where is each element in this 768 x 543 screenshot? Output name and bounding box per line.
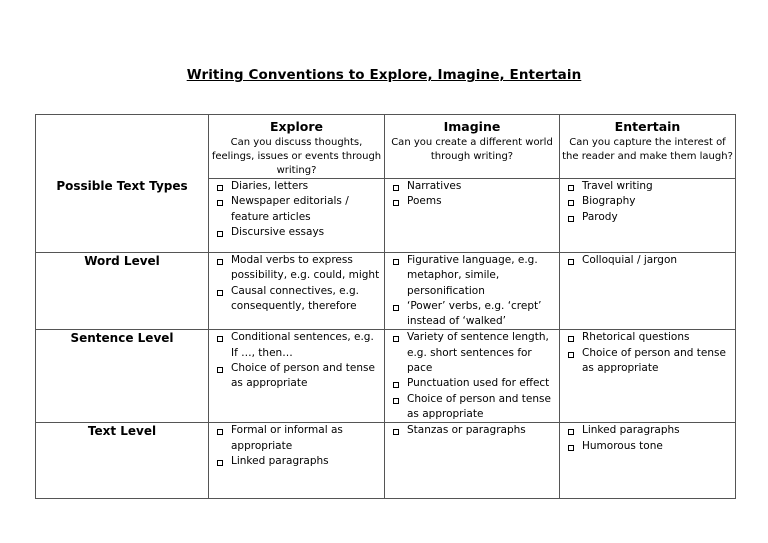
row-text-level: [36, 423, 736, 499]
checkbox-bullet-icon: [393, 429, 399, 435]
list-item: Stanzas or paragraphs: [393, 423, 557, 438]
list-item: Formal or informal as appropriate: [217, 423, 382, 454]
checkbox-bullet-icon: [568, 352, 574, 358]
cell-imagine: [385, 253, 560, 330]
column-heading: Imagine: [443, 119, 501, 134]
list-item: Linked paragraphs: [217, 454, 382, 469]
column-question: Can you discuss thoughts, feelings, issues or events through writing?: [211, 137, 382, 176]
list-item: Choice of person and tense as appropriate: [568, 346, 733, 377]
list-item: Travel writing: [568, 179, 733, 194]
conventions-table: [35, 114, 736, 499]
row-label: Text Level: [36, 423, 209, 499]
bullet-list: [560, 253, 735, 268]
column-question: Can you create a different world through writing?: [391, 137, 553, 162]
list-item: Causal connectives, e.g. consequently, therefore: [217, 284, 382, 315]
list-item: Humorous tone: [568, 439, 733, 454]
checkbox-bullet-icon: [217, 367, 223, 373]
checkbox-bullet-icon: [568, 216, 574, 222]
bullet-list: [385, 253, 559, 329]
list-item: Figurative language, e.g. metaphor, simile, personification: [393, 253, 557, 299]
checkbox-bullet-icon: [393, 398, 399, 404]
bullet-list: [209, 423, 384, 469]
checkbox-bullet-icon: [568, 429, 574, 435]
checkbox-bullet-icon: [568, 185, 574, 191]
checkbox-bullet-icon: [393, 336, 399, 342]
list-item: Biography: [568, 194, 733, 209]
row-word-level: [36, 253, 736, 330]
cell-explore: [209, 179, 385, 253]
cell-entertain: [560, 253, 736, 330]
bullet-list: [209, 330, 384, 391]
cell-explore: [209, 330, 385, 423]
checkbox-bullet-icon: [568, 445, 574, 451]
cell-imagine: [385, 179, 560, 253]
list-item: Discursive essays: [217, 225, 382, 240]
list-item: Linked paragraphs: [568, 423, 733, 438]
bullet-list: [560, 423, 735, 454]
header-row: [36, 115, 736, 179]
cell-entertain: [560, 179, 736, 253]
column-heading: Explore: [269, 119, 324, 134]
checkbox-bullet-icon: [217, 259, 223, 265]
checkbox-bullet-icon: [217, 429, 223, 435]
list-item: Poems: [393, 194, 557, 209]
bullet-list: [385, 330, 559, 422]
column-header-imagine: [385, 115, 560, 179]
checkbox-bullet-icon: [217, 460, 223, 466]
checkbox-bullet-icon: [217, 231, 223, 237]
list-item: Choice of person and tense as appropriate: [217, 361, 382, 392]
checkbox-bullet-icon: [217, 290, 223, 296]
bullet-list: [209, 179, 384, 240]
row-label: Word Level: [36, 253, 209, 330]
list-item: Narratives: [393, 179, 557, 194]
list-item: Variety of sentence length, e.g. short sentences for pace: [393, 330, 557, 376]
cell-explore: [209, 423, 385, 499]
bullet-list: [560, 330, 735, 376]
checkbox-bullet-icon: [393, 200, 399, 206]
column-header-entertain: [560, 115, 736, 179]
checkbox-bullet-icon: [393, 259, 399, 265]
cell-imagine: [385, 330, 560, 423]
bullet-list: [209, 253, 384, 314]
row-possible-text-types: [36, 179, 736, 253]
checkbox-bullet-icon: [393, 305, 399, 311]
row-label: Sentence Level: [36, 330, 209, 423]
list-item: Diaries, letters: [217, 179, 382, 194]
row-label: Possible Text Types: [36, 179, 209, 253]
document-title: Writing Conventions to Explore, Imagine, Entertain: [186, 67, 582, 83]
list-item: Rhetorical questions: [568, 330, 733, 345]
column-heading: Entertain: [614, 119, 681, 134]
list-item: Parody: [568, 210, 733, 225]
cell-entertain: [560, 330, 736, 423]
list-item: Choice of person and tense as appropriate: [393, 392, 557, 423]
cell-imagine: [385, 423, 560, 499]
list-item: Conditional sentences, e.g. If …, then…: [217, 330, 382, 361]
checkbox-bullet-icon: [568, 259, 574, 265]
list-item: Punctuation used for effect: [393, 376, 557, 391]
bullet-list: [385, 423, 559, 438]
header-corner-cell: [36, 115, 209, 179]
cell-entertain: [560, 423, 736, 499]
column-question: Can you capture the interest of the reader and make them laugh?: [562, 137, 733, 162]
list-item: Colloquial / jargon: [568, 253, 733, 268]
checkbox-bullet-icon: [217, 336, 223, 342]
bullet-list: [560, 179, 735, 225]
checkbox-bullet-icon: [568, 200, 574, 206]
column-header-explore: [209, 115, 385, 179]
checkbox-bullet-icon: [217, 200, 223, 206]
checkbox-bullet-icon: [393, 382, 399, 388]
list-item: Newspaper editorials / feature articles: [217, 194, 382, 225]
bullet-list: [385, 179, 559, 210]
cell-explore: [209, 253, 385, 330]
list-item: Modal verbs to express possibility, e.g. could, might: [217, 253, 382, 284]
row-sentence-level: [36, 330, 736, 423]
checkbox-bullet-icon: [217, 185, 223, 191]
checkbox-bullet-icon: [568, 336, 574, 342]
checkbox-bullet-icon: [393, 185, 399, 191]
list-item: ‘Power’ verbs, e.g. ‘crept’ instead of ‘walked’: [393, 299, 557, 330]
